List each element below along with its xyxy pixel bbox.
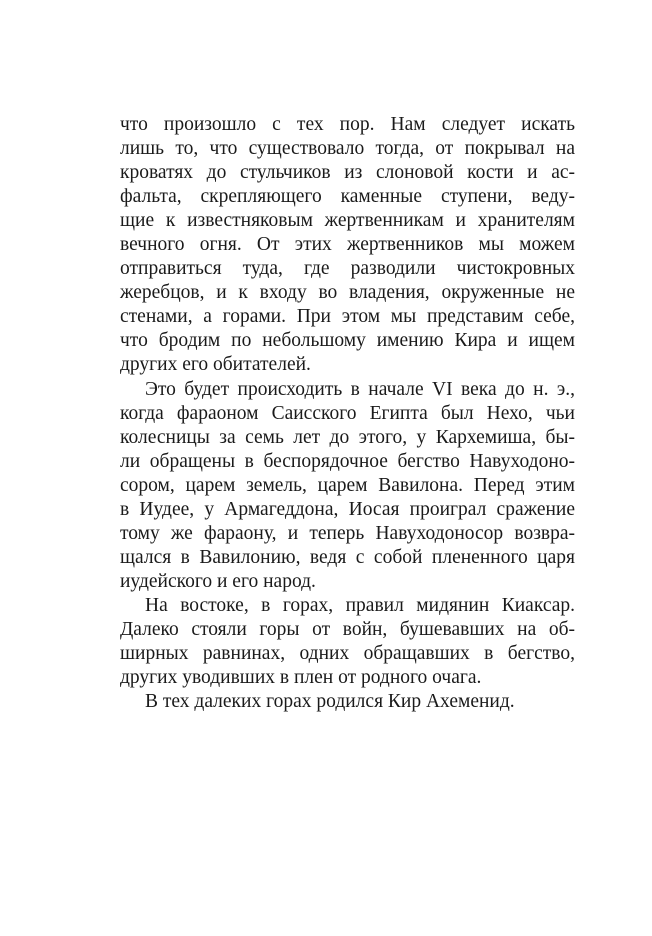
paragraph-first-line: Это будет происходить в начале VI века до н. э., [145,378,575,400]
text-line: фальта, скрепляющего каменные ступени, веду- [120,186,575,208]
text-line: тому же фараону, и теперь Навуходоносор возвра- [120,522,575,544]
paragraph-first-line: В тех далеких горах родился Кир Ахеменид. [145,691,515,713]
text-line: что произошло с тех пор. Нам следует искать [120,114,575,135]
text-line: когда фараоном Саисского Египта был Нехо, чьи [120,402,575,424]
text-line: иудейского и его народ. [120,570,316,592]
text-line: стенами, а горами. При этом мы представим себе, [120,306,575,328]
text-line: ли обращены в беспорядочное бегство Навуходоно- [120,450,575,472]
text-line: отправиться туда, где разводили чистокровных [120,258,575,280]
text-line: сором, царем земель, царем Вавилона. Перед этим [120,474,575,496]
text-line: что бродим по небольшому имению Кира и ищем [120,330,575,352]
text-line: щался в Вавилонию, ведя с собой плененного царя [120,546,575,568]
text-line: Далеко стояли горы от войн, бушевавших на об- [120,618,575,640]
text-line: в Иудее, у Армагеддона, Иосая проиграл сражение [120,498,575,520]
text-line: лишь то, что существовало тогда, от покрывал на [120,138,575,160]
text-line: других его обитателей. [120,354,311,376]
text-line: щие к известняковым жертвенникам и хранителям [120,210,575,232]
text-line: колесницы за семь лет до этого, у Кархемиша, бы- [120,426,575,448]
text-line: жеребцов, и к входу во владения, окруженные не [120,282,575,304]
text-line: вечного огня. От этих жертвенников мы можем [120,234,575,256]
body-text [120,113,575,714]
text-line: других уводивших в плен от родного очага. [120,667,482,689]
text-line: ширных равнинах, одних обращавших в бегство, [120,643,575,665]
paragraph-first-line: На востоке, в горах, правил мидянин Киаксар. [145,594,575,616]
text-line: кроватях до стульчиков из слоновой кости и ас- [120,162,575,184]
